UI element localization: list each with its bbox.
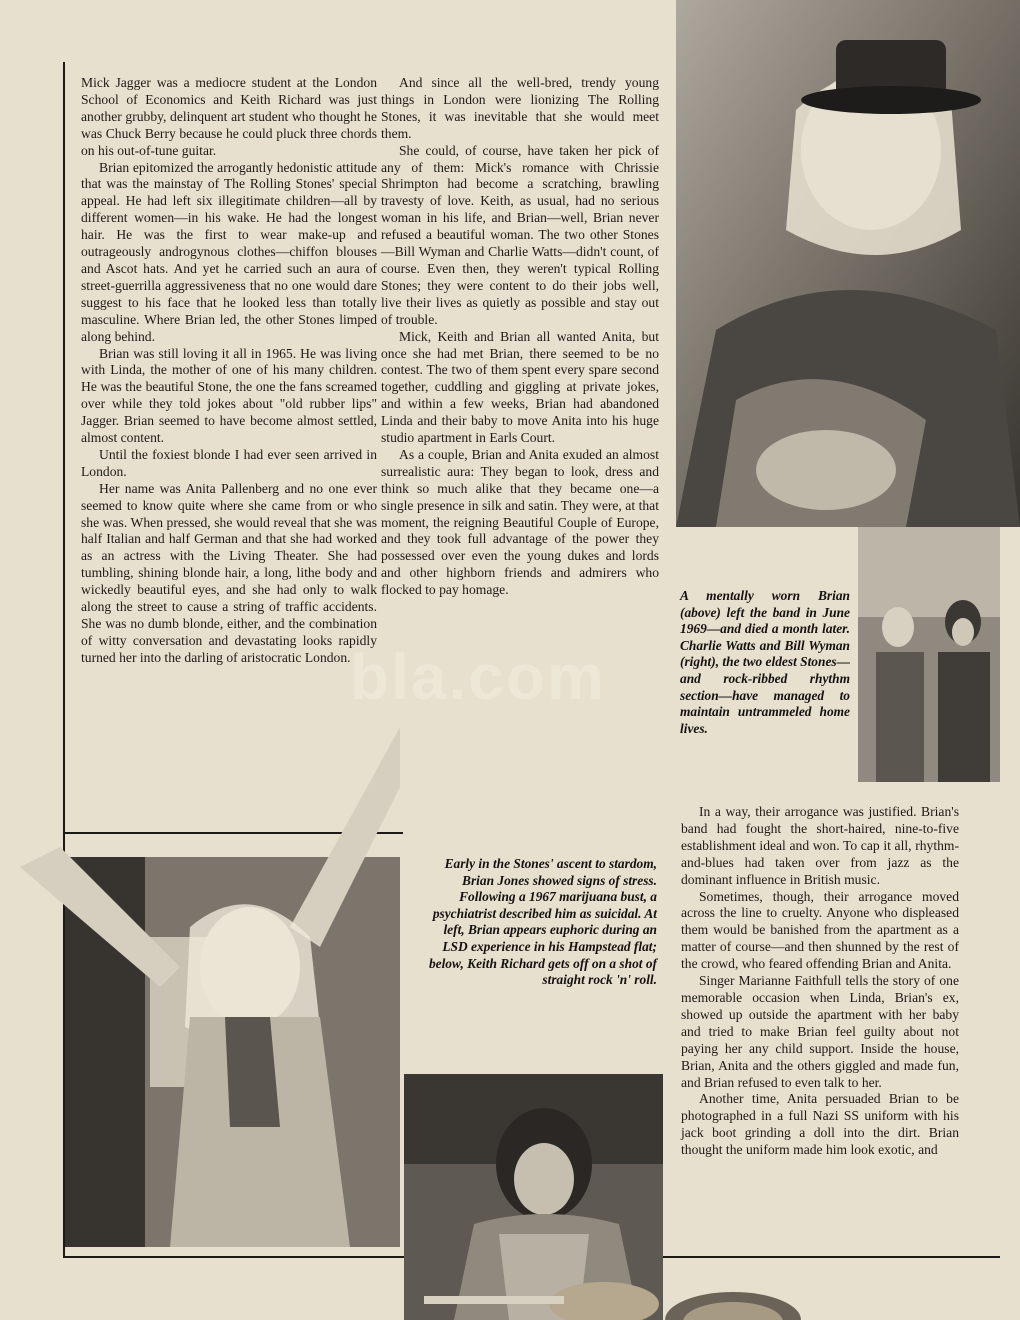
col3-paragraph-2: Sometimes, though, their arrogance moved across the line to cruelty. Anyone who displeased them would be banished from the apartment as a matter of course—and then shunned by the rest of the crowd, who feared offending Brian and Anita. — [681, 888, 959, 972]
photo-watts-wyman — [858, 527, 1000, 782]
col1-paragraph-4: Until the foxiest blonde I had ever seen arrived in London. — [81, 446, 377, 479]
article-column-2 — [381, 75, 659, 599]
col2-paragraph-3: Mick, Keith and Brian all wanted Anita, but once she had met Brian, there seemed to be no contest. The two of them spent every spare second together, cuddling and giggling at private jokes, and within a few weeks, Brian had abandoned Linda and their baby to move Anita into his huge studio apartment in Earls Court. — [381, 328, 659, 446]
article-column-3 — [681, 804, 959, 1159]
caption-middle: Early in the Stones' ascent to stardom, Brian Jones showed signs of stress. Following a 1967 marijuana bust, a psychiatrist described him as suicidal. At left, Brian appears euphoric during an LSD experience in his Hampstead flat; below, Keith Richard gets off on a shot of straight rock 'n' roll. — [428, 856, 657, 988]
article-column-1 — [81, 75, 377, 667]
col3-paragraph-4: Another time, Anita persuaded Brian to be photographed in a full Nazi SS uniform with his jack boot grinding a doll into the dirt. Brian thought the uniform made him look exotic, and — [681, 1091, 959, 1158]
caption-right: A mentally worn Brian (above) left the band in June 1969—and died a month later. Charlie Watts and Bill Wyman (right), the two eldest Stones—and rock-ribbed rhythm section—have managed to maintain untrammeled home lives. — [680, 588, 850, 736]
photo-brian-hat — [676, 0, 1020, 527]
watermark: bla.com — [350, 641, 606, 713]
photo-guitar-body — [663, 1290, 803, 1320]
col2-paragraph-4: As a couple, Brian and Anita exuded an almost surrealistic aura: They began to look, dress and think so much alike that they became one—a single presence in silk and satin. They were, at that moment, the reigning Beautiful Couple of Europe, and they took full advantage of the power they possessed over even the young dukes and lords and other highborn friends and admirers who flocked to pay homage. — [381, 446, 659, 598]
col3-paragraph-1: In a way, their arrogance was justified. Brian's band had fought the short-haired, nine-to-five establishment ideal and won. To cap it all, rhythm-and-blues had taken over from jazz as the dominant influence in British music. — [681, 804, 959, 887]
col3-paragraph-3: Singer Marianne Faithfull tells the story of one memorable occasion when Linda, Brian's ex, showed up outside the apartment with her baby and tried to make Brian feel guilty about not paying her any child support. Inside the house, Brian, Anita and the others giggled and made fun, and Brian refused to even talk to her. — [681, 973, 959, 1090]
photo-keith-guitar-art — [404, 1074, 663, 1320]
photo-brian-hat-art — [676, 0, 1020, 527]
photo-brian-arms-raised — [20, 727, 400, 1247]
col1-paragraph-2: Brian epitomized the arrogantly hedonistic attitude that was the mainstay of The Rolling Stones' special appeal. He had left six illegitimate children—all by different women—in his wake. He had the longest hair. He was the first to wear make-up and outrageously androgynous clothes—chiffon blouses and Ascot hats. And yet he carried such an aura of street-guerrilla aggressiveness that no one would dare suggest to his face that he looked less than totally masculine. Where Brian led, the other Stones limped along behind. — [81, 159, 377, 344]
col1-paragraph-3: Brian was still loving it all in 1965. He was living with Linda, the mother of one of his many children. He was the beautiful Stone, the one the fans screamed over while they told jokes about "old rubber lips" Jagger. Brian seemed to have become almost settled, almost content. — [81, 345, 377, 446]
col1-paragraph-5: Her name was Anita Pallenberg and no one ever seemed to know quite where she came from or who she was. When pressed, she would reveal that she was half Italian and half German and that she had worked as an actress with the Living Theater. She had tumbling, shining blonde hair, a long, lithe body and wickedly beautiful eyes, and she had only to walk along the street to cause a string of traffic accidents. She was no dumb blonde, either, and the combination of witty conversation and devastating looks rapidly turned her into the darling of aristocratic London. — [81, 480, 377, 665]
photo-keith-guitar — [404, 1074, 663, 1320]
photo-brian-arms-raised-art — [20, 727, 400, 1247]
col2-paragraph-1: And since all the well-bred, trendy young things in London were lionizing The Rolling Stones, it was inevitable that she would meet them. — [381, 75, 659, 141]
photo-watts-wyman-art — [858, 527, 1000, 782]
guitar-body-art — [663, 1290, 803, 1320]
col1-paragraph-1: Mick Jagger was a mediocre student at the London School of Economics and Keith Richard was just another grubby, delinquent art student who thought he was Chuck Berry because he could pluck three chords on his out-of-tune guitar. — [81, 75, 377, 158]
col2-paragraph-2: She could, of course, have taken her pick of any of them: Mick's romance with Chrissie Shrimpton had become a scratching, brawling travesty of love. Keith, as usual, had no serious woman in his life, and Brian—well, Brian never refused a beautiful woman. The two other Stones—Bill Wyman and Charlie Watts—didn't count, of course. Even then, they weren't typical Rolling Stones; they were content to do their jobs well, live their lives as quietly as possible and stay out of trouble. — [381, 142, 659, 327]
